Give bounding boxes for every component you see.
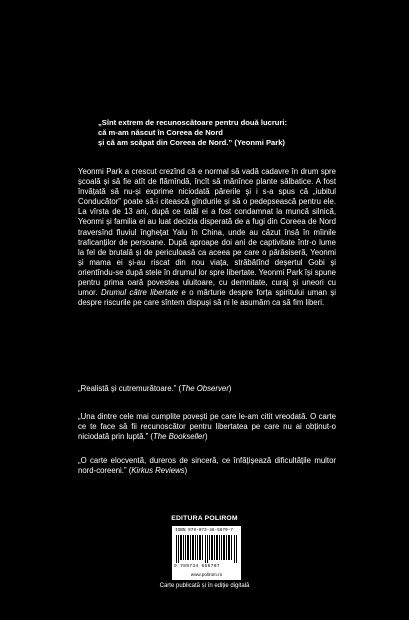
publisher-name: EDITURA POLIROM: [171, 515, 238, 522]
review-observer: [78, 384, 336, 394]
review-quote: „Una dintre cele mai cumplite povești pe care le-am citit vreodată. O carte ce te face să fii recunoscător pentru libertatea pe care nu ai obținut-o niciodată prin luptă.” (: [78, 412, 336, 442]
review-source: The Observer: [181, 384, 229, 393]
book-description: [78, 167, 336, 308]
description-text: Yeonmi Park a crescut crezînd că e normal să vadă cadavre în drum spre școală și să fie atît de flămîndă, încît să mănînce plante sălbatice. A fost învățată să nu-și exprime niciodată părerile și i s-a spus că „iubitul Conducător” poate să-i citească gîndurile și să o pedepsească pentru ele. La vîrsta de 13 ani, după ce tatăl ei a fost condamnat la muncă silnică, Yeonmi și familia ei au luat decizia disperată de a fugi din Coreea de Nord traversînd fluviul înghețat Yalu în China, unde au căzut însă în mîinile traficanților de persoane. După aproape doi ani de captivitate într-o lume la fel de brutală și de periculoasă ca aceea pe care o părăsiseră, Yeonmi și mama ei și-au riscat din nou viața, străbătînd deșertul Gobi și orientîndu-se după stele în drumul lor spre libertate. Yeonmi Park își spune pentru prima oară povestea uluitoare, cu demnitate, curaj și uneori cu umor.: [78, 167, 336, 298]
review-kirkus: [78, 456, 336, 476]
review-close: ): [184, 466, 188, 476]
review-quote: „Realistă și cutremurătoare.” (: [78, 384, 182, 393]
author-quote-line: că m-am născut în Coreea de Nord: [98, 128, 223, 137]
author-quote-line: „Sînt extrem de recunoscătoare pentru două lucruri:: [98, 118, 288, 127]
barcode-block: [172, 526, 241, 580]
digital-edition-note: Carte publicată și în ediție digitală: [159, 583, 250, 589]
author-quote-line: și că am scăpat din Coreea de Nord.” (Yeonmi Park): [98, 138, 285, 147]
review-source: The Bookseller: [152, 432, 205, 442]
review-source: Kirkus Reviews: [131, 466, 185, 476]
publisher-website: www.polirom.ro: [190, 572, 223, 577]
isbn-label: ISBN 978-973-46-5670-7: [175, 528, 233, 533]
review-bookseller: [78, 412, 336, 442]
barcode-icon: [176, 535, 237, 563]
description-text-end: e o mărturie despre forța spiritului uman și despre riscurile pe care sîntem dispuși să ni le asumăm ca să fim liberi.: [78, 288, 337, 308]
book-title: Drumul către libertate: [100, 288, 179, 298]
review-quote: „O carte elocventă, dureros de sinceră, ce înfățișează dificultățile multor nord-coreeni.” (: [78, 456, 336, 476]
review-close: ): [228, 384, 232, 393]
review-close: ): [205, 432, 208, 442]
author-quote: [98, 118, 338, 148]
barcode-digits: 9 789734 656707: [174, 564, 220, 569]
